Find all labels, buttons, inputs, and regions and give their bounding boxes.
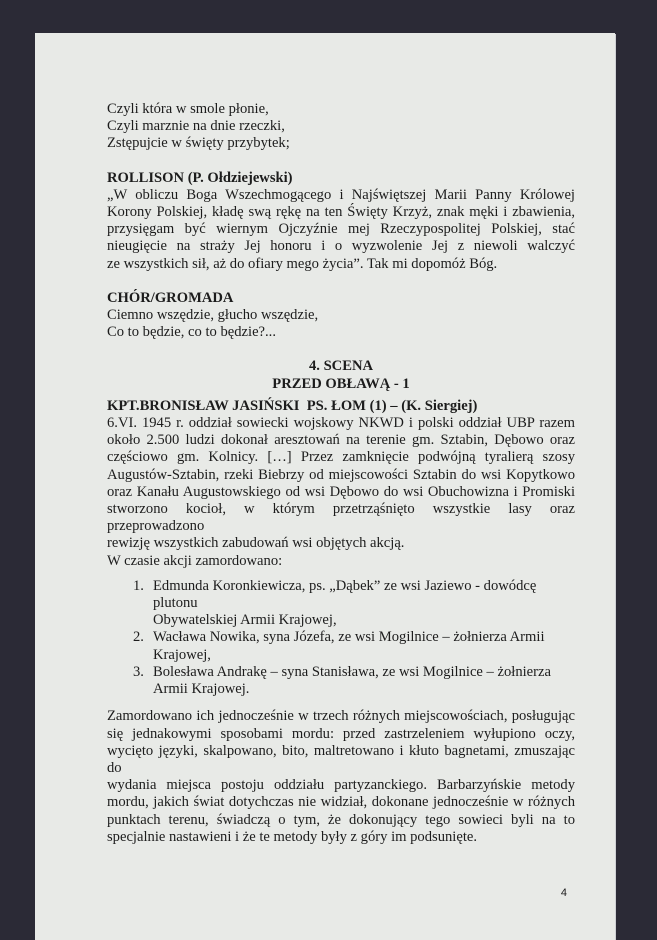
chor-line: Ciemno wszędzie, głucho wszędzie,: [107, 307, 319, 324]
list-intro: W czasie akcji zamordowano:: [107, 552, 283, 569]
closing-line: wycięto języki, skalpowano, bito, maltretowano i kłuto bagnetami, zmuszając do: [107, 742, 575, 776]
scene-number: 4. SCENA: [308, 358, 374, 375]
list-line: Wacława Nowika, syna Józefa, ze wsi Mogilnice – żołnierza Armii: [153, 629, 545, 646]
kpt-block: [107, 398, 575, 846]
closing-line: Zamordowano ich jednocześnie w trzech różnych miejscowościach, posługując: [107, 708, 575, 725]
closing-line: punktach terenu, świadczą o tym, że dokonujący tego sowieci byli na to: [107, 811, 575, 828]
document-page: [35, 33, 615, 940]
closing-line: mordu, jakich świat dotychczas nie widział, dokonane jednocześnie w różnych: [107, 794, 575, 811]
narrative-line: Augustów-Sztabin, rzeki Biebrzy od miejscowości Sztabin do wsi Kopytkowo: [107, 466, 575, 483]
rollison-block: [107, 170, 575, 273]
verse-line: Czyli marznie na dnie rzeczki,: [107, 118, 285, 135]
page-number: 4: [560, 886, 567, 899]
chor-line: Co to będzie, co to będzie?...: [107, 324, 276, 341]
list-item: [107, 629, 575, 663]
list-line: Bolesława Andrakę – syna Stanisława, ze wsi Mogilnice – żołnierza: [153, 663, 551, 680]
oath-line: „W obliczu Boga Wszechmogącego i Najświętszej Marii Panny Królowej: [107, 186, 575, 203]
speaker-rollison: ROLLISON (P. Ołdziejewski): [107, 169, 293, 186]
chor-block: [107, 290, 575, 342]
verse-block: [107, 101, 575, 153]
victims-list: [107, 578, 575, 698]
list-item-body: [153, 664, 575, 698]
narrative-line: około 2.500 ludzi dokonał aresztowań na terenie gm. Sztabin, Dębowo oraz: [107, 432, 575, 449]
speaker-chor: CHÓR/GROMADA: [107, 289, 234, 306]
list-line: Armii Krajowej.: [153, 681, 250, 698]
oath-line: nieugięcie na straży Jej honoru i o wyzwolenie Jej z niewoli walczyć: [107, 238, 575, 255]
oath-line: ze wszystkich sił, aż do ofiary mego życia”. Tak mi dopomóż Bóg.: [107, 255, 498, 272]
oath-line: przysięgam być wiernym Ojczyźnie mej Rzeczypospolitej Polskiej, stać: [107, 221, 575, 238]
verse-line: Czyli która w smole płonie,: [107, 101, 269, 117]
list-line: Krajowej,: [153, 646, 211, 663]
closing-line: się jednakowymi sposobami mordu: przed zastrzeleniem wyłupiono oczy,: [107, 725, 575, 742]
narrative-line: rewizję wszystkich zabudowań wsi objętych akcją.: [107, 535, 405, 552]
list-item: [107, 578, 575, 630]
list-item: [107, 664, 575, 698]
closing-line: wydania miejsca postoju oddziału partyzanckiego. Barbarzyńskie metody: [107, 777, 575, 794]
closing-line: specjalnie nastawieni i że te metody były z góry im podsunięte.: [107, 828, 478, 845]
page-content: [107, 101, 575, 900]
narrative-line: oraz Kanału Augustowskiego od wsi Dębowo do wsi Obuchowizna i Promiski: [107, 483, 575, 500]
list-number: 3.: [133, 663, 144, 680]
speaker-kpt: KPT.BRONISŁAW JASIŃSKI PS. ŁOM (1) – (K. Siergiej): [107, 397, 478, 414]
verse-line: Zstępujcie w święty przybytek;: [107, 135, 290, 152]
scene-title: PRZED OBŁAWĄ - 1: [272, 375, 410, 392]
narrative-line: 6.VI. 1945 r. oddział sowiecki wojskowy NKWD i polski oddział UBP razem: [107, 415, 575, 432]
list-number: 2.: [133, 629, 144, 646]
narrative-line: stworzono kocioł, w którym przetrząśnięto wszystkie lasy oraz przeprowadzono: [107, 501, 575, 535]
list-item-body: [153, 629, 575, 663]
list-line: Edmunda Koronkiewicza, ps. „Dąbek” ze wsi Jaziewo - dowódcę plutonu: [153, 577, 537, 612]
scene-heading: [107, 358, 575, 392]
list-number: 1.: [133, 577, 144, 594]
list-item-body: [153, 578, 575, 630]
oath-line: Korony Polskiej, kładę swą rękę na ten Święty Krzyż, znak męki i zbawienia,: [107, 204, 575, 221]
list-line: Obywatelskiej Armii Krajowej,: [153, 612, 337, 629]
narrative-line: częściowo gm. Kolnicy. […] Przez zamknięcie podwójną tyralierą szosy: [107, 449, 575, 466]
